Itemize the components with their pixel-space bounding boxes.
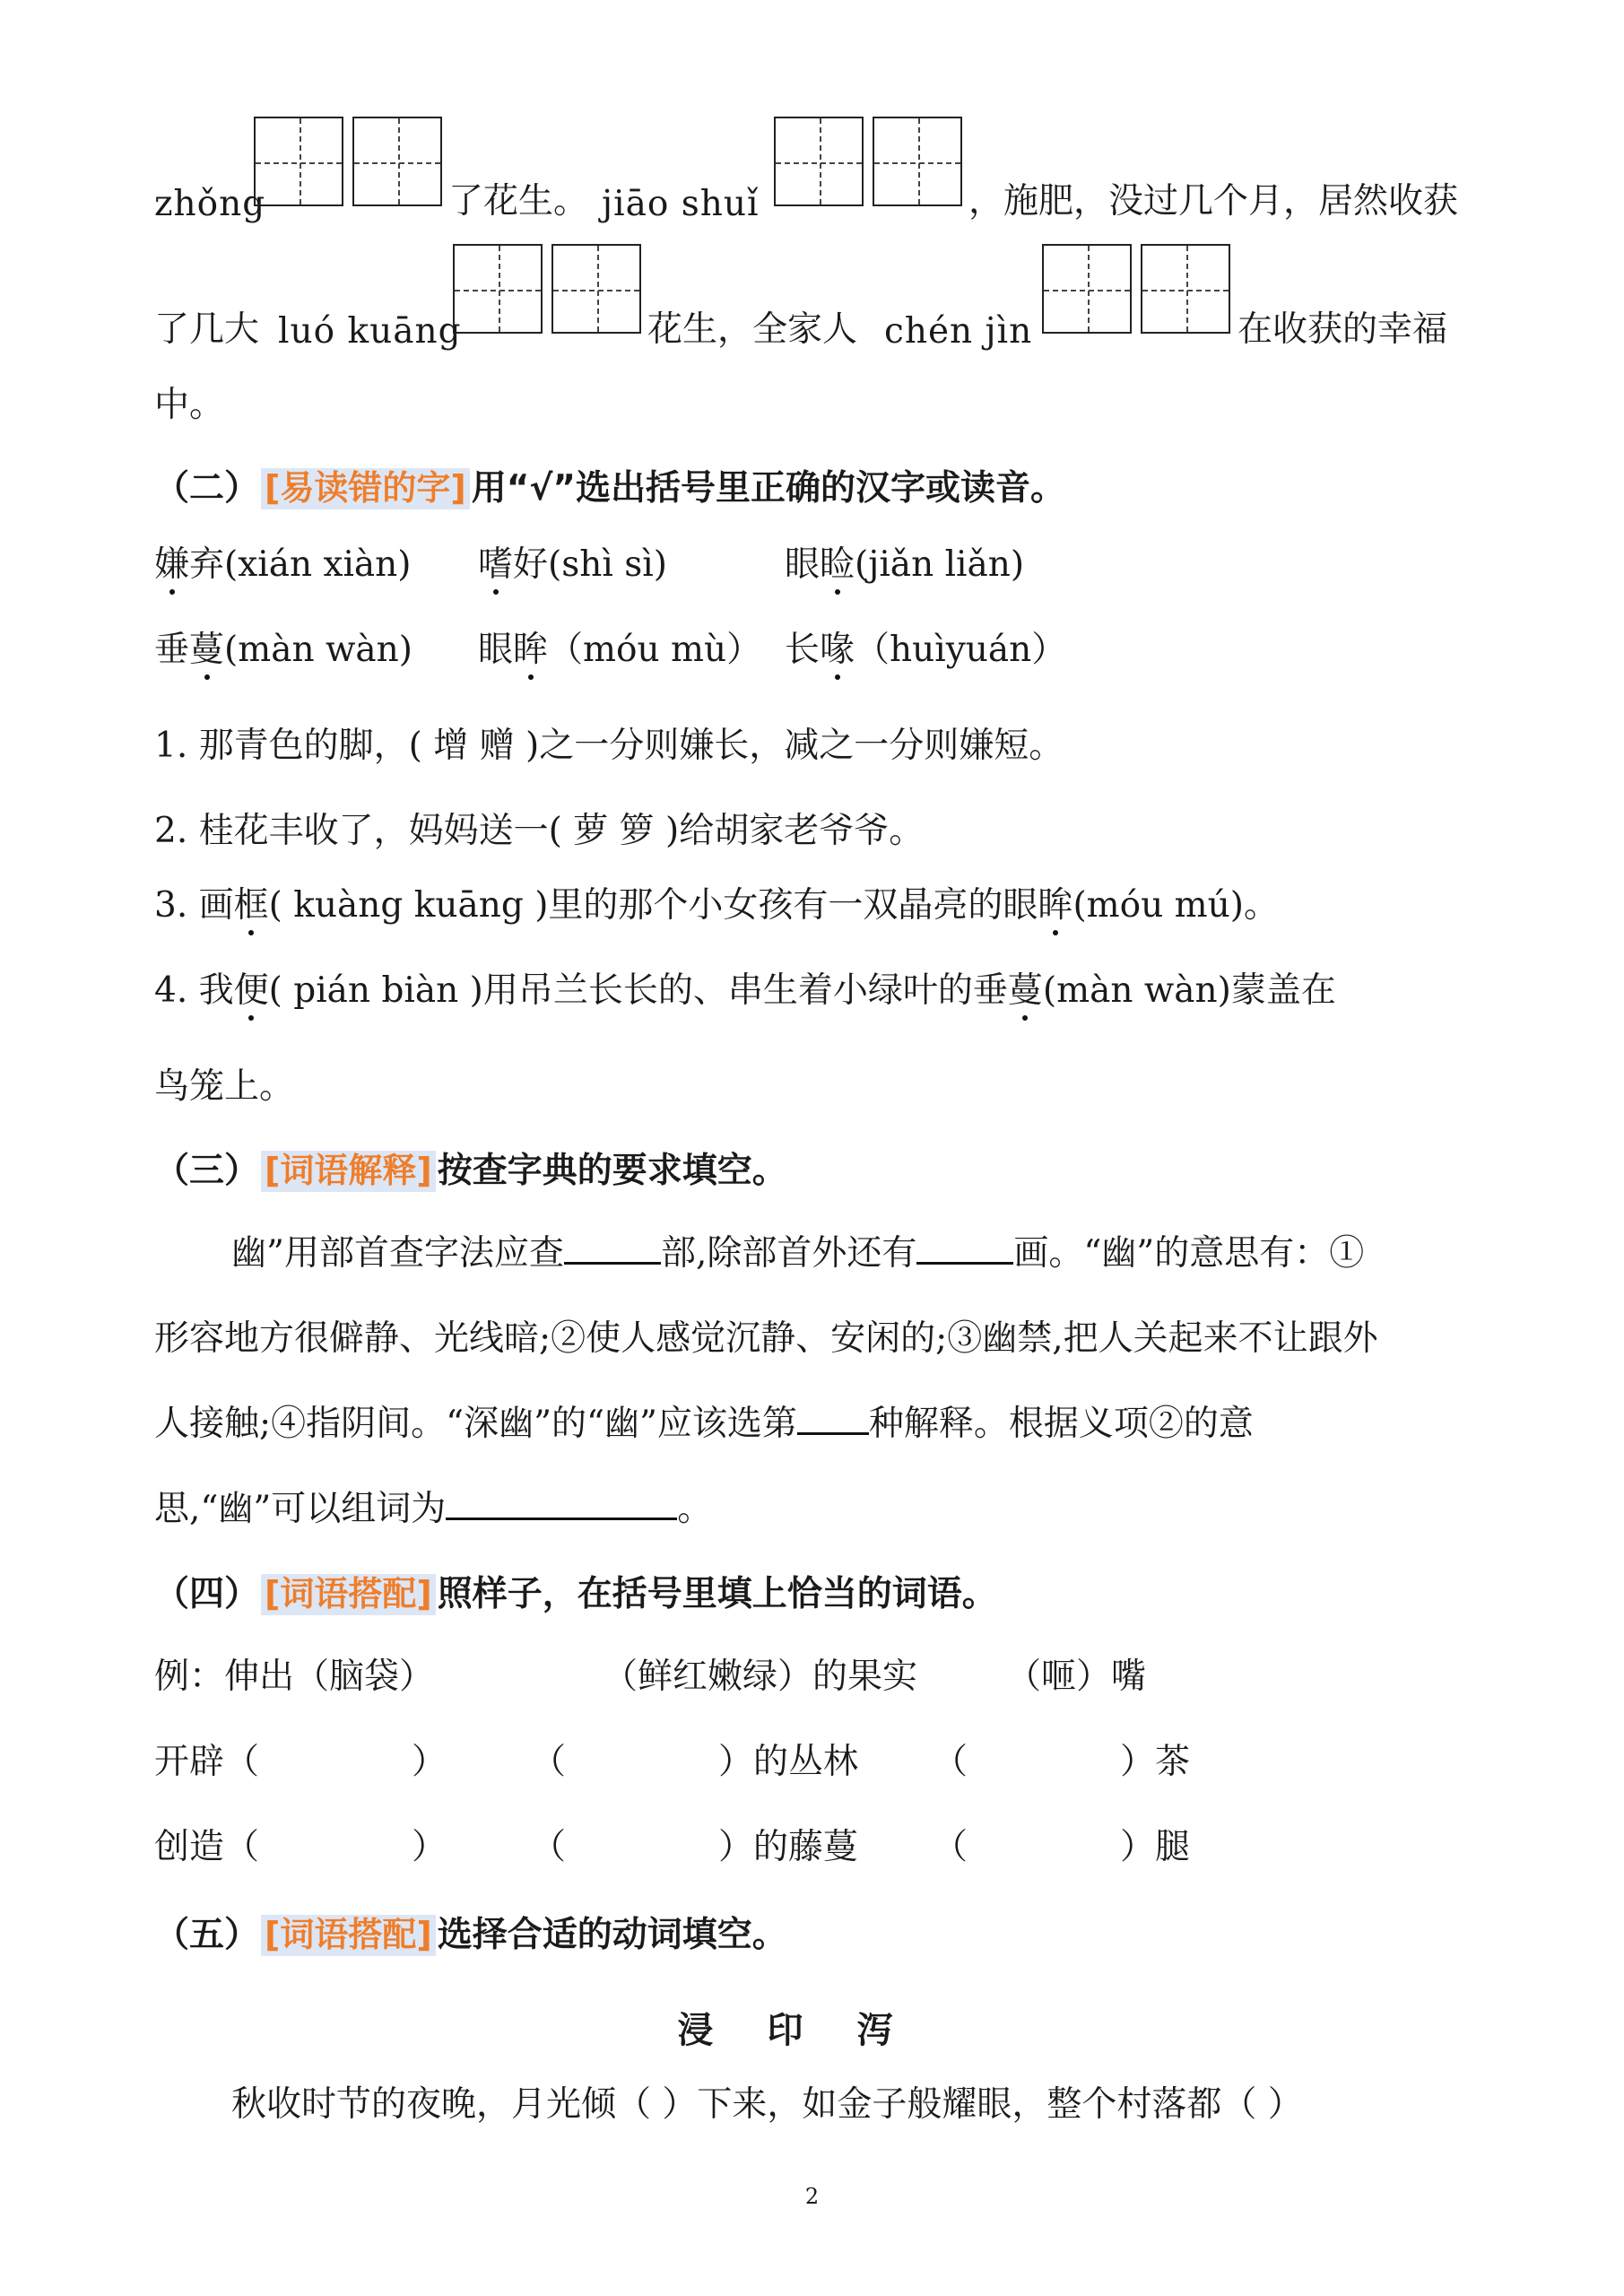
dotted-char: 喙 <box>820 630 855 670</box>
word-item[interactable]: 眼睑(jiǎn liǎn) <box>785 544 1025 585</box>
section-tag: [易读错的字] <box>261 468 470 509</box>
section-tag: [词语搭配] <box>261 1915 436 1956</box>
writing-grid[interactable] <box>551 244 641 334</box>
text: 花生，全家人 <box>647 309 858 350</box>
word-item[interactable]: 嫌弃(xián xiàn) <box>154 544 412 585</box>
collocation-item[interactable]: （ ）的藤蔓 <box>531 1827 859 1867</box>
pinyin-luokuang: luó kuāng <box>278 311 462 352</box>
section-number: （五） <box>154 1915 260 1955</box>
example-1: 例：伸出（脑袋） <box>154 1657 435 1697</box>
writing-grid[interactable] <box>254 117 343 206</box>
writing-grid[interactable] <box>352 117 442 206</box>
example-3: （咂）嘴 <box>1006 1657 1147 1697</box>
section-number: （四） <box>154 1574 260 1614</box>
fill-blank[interactable] <box>446 1518 677 1520</box>
question-2[interactable]: 2. 桂花丰收了，妈妈送一( 萝 箩 )给胡家老爷爷。 <box>154 811 925 851</box>
question-3[interactable]: 3. 画框( kuàng kuāng )里的那个小女孩有一双晶亮的眼眸(móu mú)。 <box>154 885 1279 926</box>
section-instruction: 用“√”选出括号里正确的汉字或读音。 <box>471 468 1066 509</box>
fill-blank[interactable] <box>564 1262 661 1265</box>
fill-blank[interactable] <box>797 1432 869 1435</box>
question-4[interactable]: 4. 我便( pián biàn )用吊兰长长的、串生着小绿叶的垂蔓(màn wàn)蒙盖在 <box>154 970 1336 1011</box>
collocation-item[interactable]: （ ）茶 <box>933 1742 1191 1782</box>
section-4-heading <box>154 1574 1516 1615</box>
text: 了花生。 <box>448 181 589 222</box>
word-item[interactable]: 嗜好(shì sì) <box>478 544 667 585</box>
text: ，施肥，没过几个月，居然收获 <box>968 181 1459 222</box>
dictionary-line-2: 形容地方很僻静、光线暗;②使人感觉沉静、安闲的;③幽禁,把人关起来不让跟外 <box>154 1318 1378 1359</box>
dotted-char: 蔓 <box>189 630 225 670</box>
section-instruction: 选择合适的动词填空。 <box>437 1915 787 1955</box>
section-2-heading <box>154 468 1516 509</box>
word-item[interactable]: 垂蔓(màn wàn) <box>154 630 413 670</box>
dotted-char: 框 <box>233 885 269 926</box>
dictionary-line-1: 幽”用部首查字法应查 部,除部首外还有 画。“幽”的意思有：① <box>231 1233 1365 1274</box>
section-instruction: 照样子，在括号里填上恰当的词语。 <box>437 1574 997 1614</box>
writing-grid[interactable] <box>873 117 962 206</box>
word-choices: 浸印泻 <box>677 2010 947 2051</box>
writing-grid[interactable] <box>1141 244 1230 334</box>
question-1[interactable]: 1. 那青色的脚，( 增 赠 )之一分则嫌长，减之一分则嫌短。 <box>154 726 1064 766</box>
word-item[interactable]: 眼眸（móu mù） <box>478 630 762 670</box>
text: 在收获的幸福 <box>1238 309 1448 350</box>
section-number: （三） <box>154 1151 260 1191</box>
section-instruction: 按查字典的要求填空。 <box>437 1151 787 1191</box>
writing-grid[interactable] <box>774 117 864 206</box>
fill-blank[interactable] <box>916 1262 1013 1265</box>
text: 了几大 <box>154 309 260 350</box>
section-tag: [词语解释] <box>261 1151 436 1192</box>
question-4-cont: 鸟笼上。 <box>154 1066 295 1107</box>
dotted-char: 睑 <box>820 544 855 585</box>
dotted-char: 眸 <box>513 630 549 670</box>
text: 中。 <box>154 385 225 425</box>
writing-grid[interactable] <box>1042 244 1132 334</box>
word-item[interactable]: 长喙（huìyuán） <box>785 630 1067 670</box>
dotted-char: 眸 <box>1038 885 1073 926</box>
dotted-char: 嗜 <box>478 544 514 585</box>
dictionary-line-4: 思,“幽”可以组词为 。 <box>154 1489 713 1529</box>
section-number: （二） <box>154 468 260 509</box>
page-number: 2 <box>804 2184 820 2209</box>
writing-grid[interactable] <box>453 244 543 334</box>
collocation-item[interactable]: （ ）的丛林 <box>531 1742 859 1782</box>
pinyin-chenjin: chén jìn <box>884 311 1033 352</box>
collocation-item[interactable]: 创造（ ） <box>154 1827 447 1867</box>
dotted-char: 蔓 <box>1007 970 1043 1011</box>
pinyin-zhong: zhǒng <box>154 184 266 224</box>
dotted-char: 嫌 <box>154 544 190 585</box>
section-tag: [词语搭配] <box>261 1574 436 1615</box>
dictionary-line-3: 人接触;④指阴间。“深幽”的“幽”应该选第 种解释。根据义项②的意 <box>154 1404 1254 1444</box>
dotted-char: 便 <box>233 970 269 1011</box>
example-2: （鲜红嫩绿）的果实 <box>603 1657 918 1697</box>
pinyin-jiaoshui: jiāo shuǐ <box>602 184 760 224</box>
collocation-item[interactable]: 开辟（ ） <box>154 1742 447 1782</box>
collocation-item[interactable]: （ ）腿 <box>933 1827 1191 1867</box>
passage-line-1: 秋收时节的夜晚，月光倾（ ）下来，如金子般耀眼，整个村落都（ ） <box>231 2084 1303 2125</box>
section-5-heading <box>154 1915 1516 1956</box>
section-3-heading <box>154 1151 1516 1192</box>
